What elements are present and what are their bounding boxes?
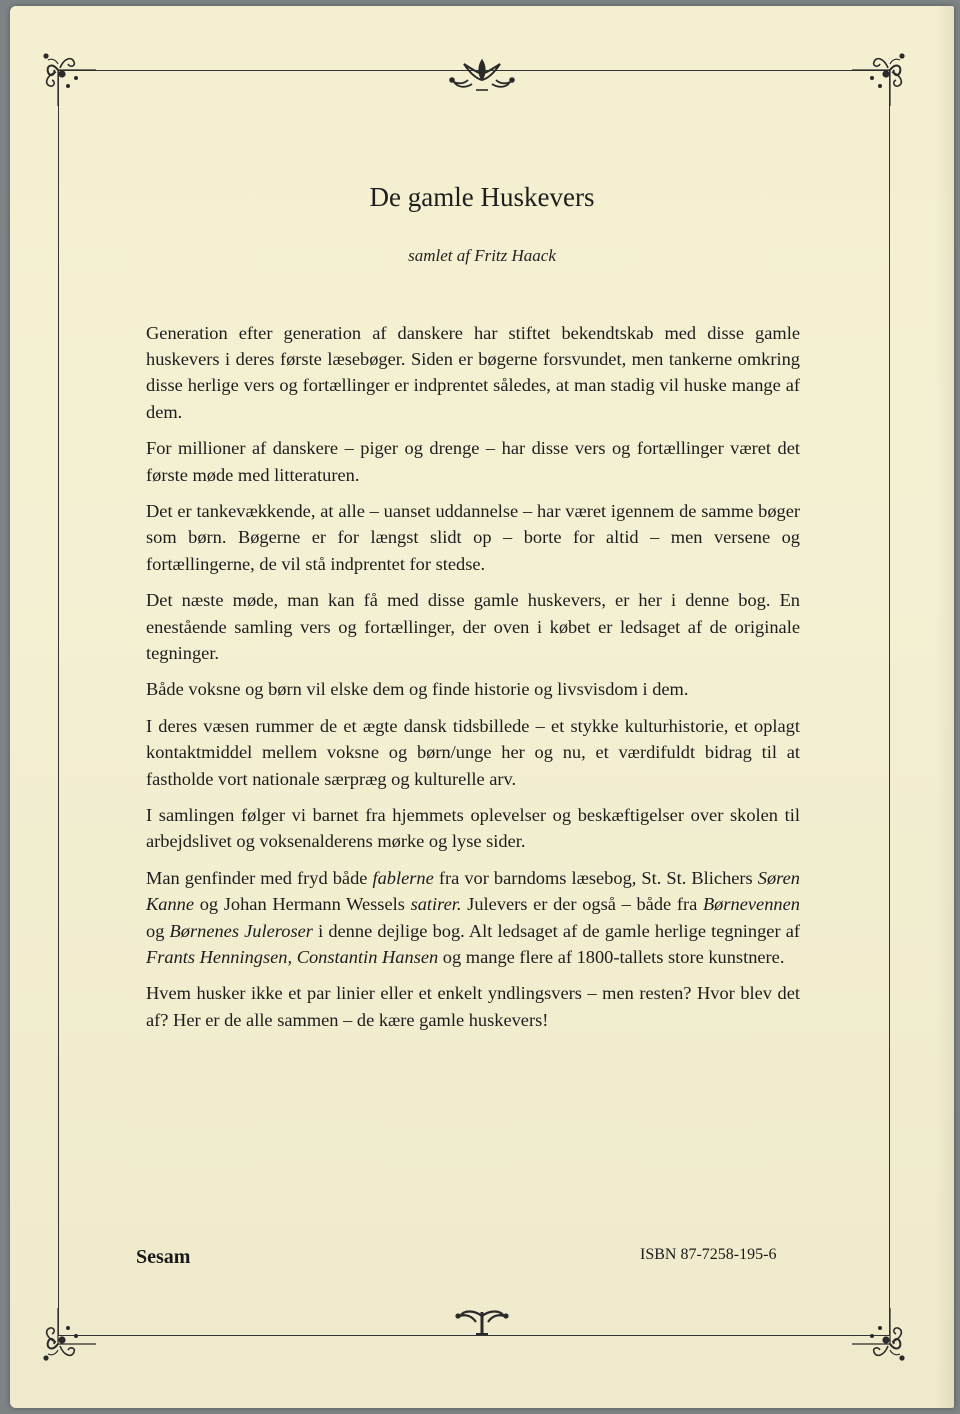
blurb-text [146,320,800,1043]
paragraph-text: For millioner af danskere – piger og drenge – har disse vers og fortællinger været det første møde med litteraturen. [146,438,800,485]
paragraph-text: I deres væsen rummer de et ægte dansk tidsbillede – et stykke kulturhistorie, et oplagt kontaktmiddel mellem voksne og børn/unge her og nu, et værdifuldt bidrag til at fastholde vort nationale særpræg og kulturelle arv. [146,716,800,789]
paragraph-text: I samlingen følger vi barnet fra hjemmets oplevelser og beskæftigelser over skolen til arbejdslivet og voksenalderens mørke og lyse sider. [146,805,800,852]
blurb-paragraph [146,980,800,1032]
paragraph-text: Både voksne og børn vil elske dem og finde historie og livsvisdom i dem. [146,679,689,700]
italic-title-text: fablerne [372,868,434,889]
italic-title-text: Frants Henningsen, Constantin Hansen [146,946,439,967]
paragraph-text: Generation efter generation af danskere har stiftet bekendtskab med disse gamle huskevers i deres første læsebøger. Siden er bøgerne forsvundet, men tankerne omkring disse herlige vers og fortællinger er indprentet således, at man stadig vil huske mange af dem. [146,323,800,422]
paragraph-text: Julevers er der også – både fra [461,894,703,915]
isbn-number: ISBN 87-7258-195-6 [640,1246,777,1263]
paragraph-text: Man genfinder med fryd både [146,868,373,889]
blurb-paragraph [146,802,800,854]
cover-edge-shadow [936,6,954,1408]
blurb-paragraph [146,713,800,792]
top-fleuron-icon [442,54,522,98]
blurb-paragraph [146,676,800,702]
bottom-fleuron-icon [442,1304,522,1340]
paragraph-text: i denne dejlige bog. Alt ledsaget af de gamle herlige tegninger af [312,920,800,941]
paragraph-text: og [146,920,170,941]
italic-title-text: Børnevennen [702,894,800,915]
blurb-paragraph [146,435,800,487]
paragraph-text: fra vor barndoms læsebog, St. St. Blichers [433,868,758,889]
blurb-paragraph [146,498,800,577]
book-title: De gamle Huskevers [369,182,595,212]
paragraph-text: Det er tankevækkende, at alle – uanset uddannelse – har været igennem de samme bøger som børn. Bøgerne er for længst slidt op – borte for altid – men versene og fortællingerne, de vil stå indprentet for stedse. [146,501,800,574]
corner-flourish-icon [38,48,98,108]
corner-flourish-icon [850,48,910,108]
paragraph-text: Hvem husker ikke et par linier eller et enkelt yndlingsvers – men resten? Hvor blev det af? Her er de alle sammen – de kære gamle huskevers! [146,983,800,1030]
book-subtitle: samlet af Fritz Haack [408,246,556,265]
corner-flourish-icon [38,1306,98,1366]
italic-title-text: Søren Kanne [146,868,800,915]
italic-title-text: Børnenes Juleroser [169,920,313,941]
book-back-cover [10,6,954,1408]
blurb-paragraph [146,587,800,666]
blurb-paragraph [146,865,800,970]
paragraph-text: Det næste møde, man kan få med disse gamle huskevers, er her i denne bog. En enestående samling vers og fortællinger, der oven i købet er ledsaget af de originale tegninger. [146,590,800,663]
paragraph-text: og mange flere af 1800-tallets store kunstnere. [438,946,785,967]
italic-title-text: satirer. [410,894,462,915]
paragraph-text: og Johan Hermann Wessels [194,894,411,915]
publisher-name: Sesam [136,1246,191,1268]
corner-flourish-icon [850,1306,910,1366]
blurb-paragraph [146,320,800,425]
